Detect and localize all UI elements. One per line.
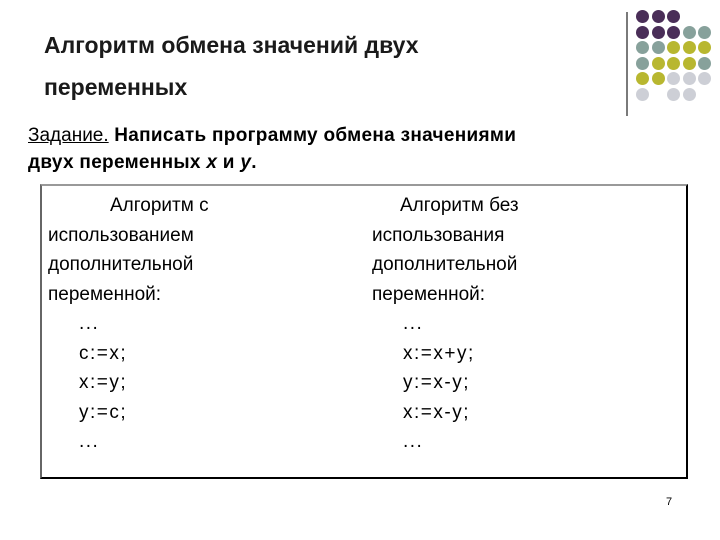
decorative-dot <box>652 10 665 23</box>
decorative-dot <box>636 10 649 23</box>
decorative-dot <box>698 72 711 85</box>
left-code-line: ... <box>79 431 100 452</box>
left-heading-line: Алгоритм с <box>110 195 209 216</box>
left-heading-line: использованием <box>48 224 194 246</box>
left-code-line: ... <box>79 313 100 334</box>
decorative-dot <box>667 26 680 39</box>
decorative-dot <box>683 26 696 39</box>
task-end: . <box>251 152 257 173</box>
right-heading-line: использования <box>372 224 505 246</box>
decorative-dot <box>683 57 696 70</box>
left-column <box>48 191 348 457</box>
right-code-line: ... <box>403 313 424 334</box>
decorative-dot <box>636 57 649 70</box>
decorative-dot <box>636 26 649 39</box>
title-line-2: переменных <box>44 74 188 100</box>
algorithms-box <box>40 184 688 479</box>
title-line-1: Алгоритм обмена значений двух <box>44 32 419 58</box>
left-heading-line: дополнительной <box>48 254 194 275</box>
decorative-dot <box>683 88 696 101</box>
page-number: 7 <box>666 496 673 508</box>
decorative-dot <box>667 41 680 54</box>
decorative-dot <box>698 57 711 70</box>
decorative-dot <box>636 72 649 85</box>
decorative-dot <box>698 26 711 39</box>
decorative-dot <box>698 41 711 54</box>
decorative-dot <box>652 57 665 70</box>
right-heading-line: переменной: <box>372 283 486 305</box>
left-heading-line: переменной: <box>48 283 162 305</box>
decorative-dot <box>667 72 680 85</box>
decorative-dot-grid <box>636 10 716 110</box>
right-code-line: x:=x-y; <box>403 401 470 423</box>
task-text-1: Написать программу обмена значениями <box>108 125 517 146</box>
decorative-dot <box>667 57 680 70</box>
right-code-line: ... <box>403 431 424 452</box>
right-heading-line: дополнительной <box>372 254 518 275</box>
decorative-divider <box>626 12 628 116</box>
decorative-dot <box>652 72 665 85</box>
decorative-dot <box>683 72 696 85</box>
right-code-line: x:=x+y; <box>403 342 475 364</box>
right-code-line: y:=x-y; <box>403 372 470 393</box>
right-heading-line: Алгоритм без <box>400 195 519 216</box>
decorative-dot <box>667 10 680 23</box>
task-text-2: двух переменных <box>28 152 207 173</box>
decorative-dot <box>683 41 696 54</box>
task-statement <box>28 122 668 176</box>
decorative-dot <box>636 88 649 101</box>
task-var-x: x <box>206 152 218 173</box>
left-code-line: x:=y; <box>79 372 128 393</box>
left-code-line: y:=c; <box>79 401 128 423</box>
slide-title <box>44 24 604 108</box>
decorative-dot <box>652 41 665 54</box>
left-code-line: c:=x; <box>79 342 128 364</box>
task-conj: и <box>217 152 241 173</box>
task-var-y: y <box>240 152 252 173</box>
decorative-dot <box>652 26 665 39</box>
right-column <box>372 191 672 457</box>
decorative-dot <box>636 41 649 54</box>
decorative-dot <box>667 88 680 101</box>
task-label: Задание. <box>28 125 109 146</box>
